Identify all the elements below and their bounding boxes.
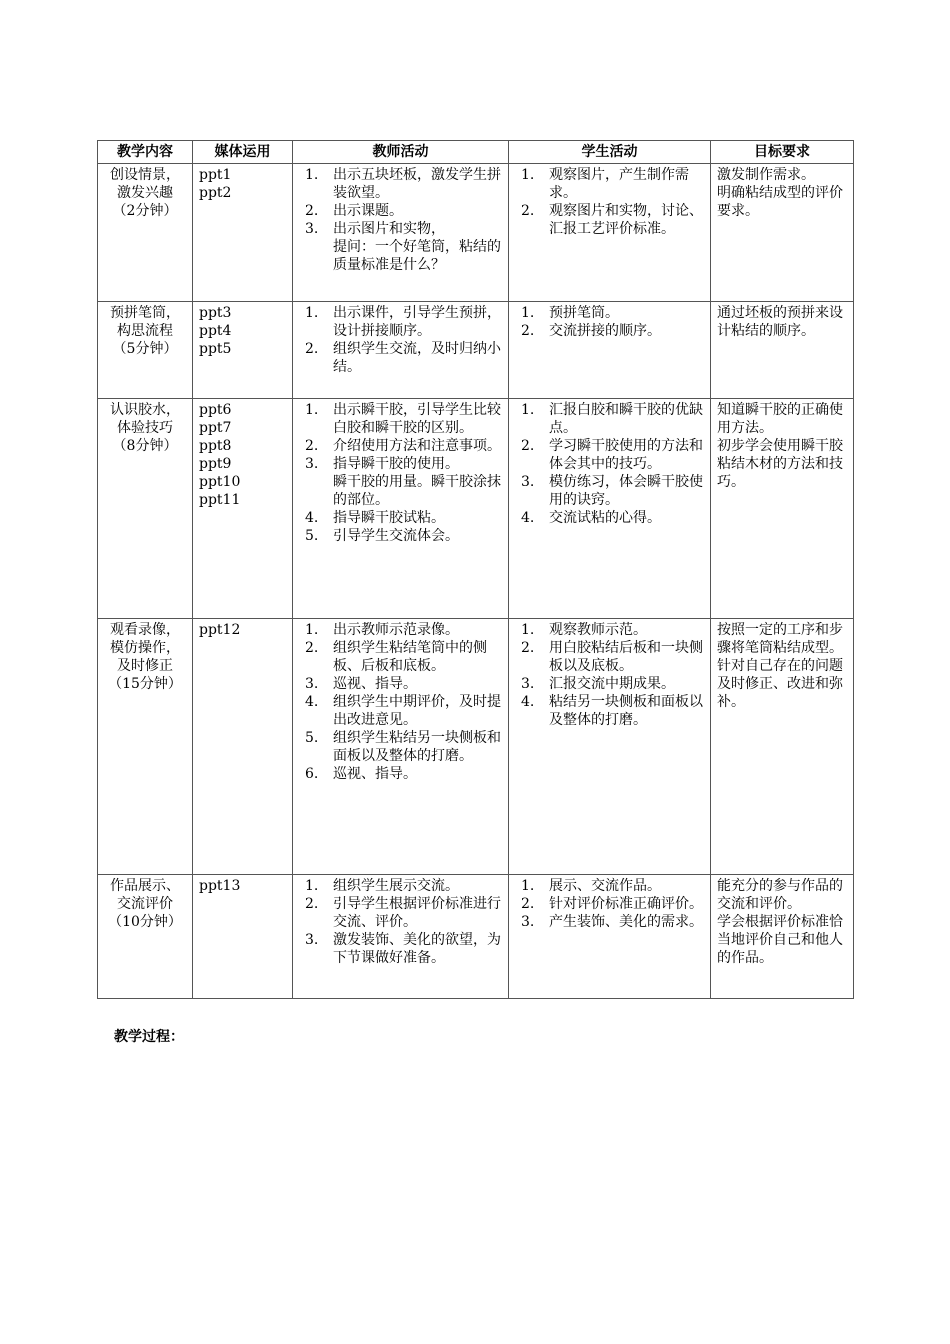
teacher-activity-list <box>299 401 502 545</box>
list-item <box>299 639 502 675</box>
content-line: （2分钟） <box>112 203 178 219</box>
content-cell <box>98 164 193 302</box>
item-text: 激发装饰、美化的欲望，为下节课做好准备。 <box>333 932 501 966</box>
student-activity-list <box>515 304 704 340</box>
list-item <box>299 509 502 527</box>
media-item: ppt8 <box>199 438 232 454</box>
item-text: 巡视、指导。 <box>333 676 417 692</box>
item-text: 观察图片和实物，讨论、汇报工艺评价标准。 <box>549 203 703 237</box>
content-line: 预拼笔筒， <box>110 305 180 321</box>
content-line: （5分钟） <box>112 341 178 357</box>
content-cell <box>98 399 193 619</box>
item-text: 引导学生交流体会。 <box>333 528 459 544</box>
list-item <box>515 895 704 913</box>
goal-line: 通过坯板的预拼来设计粘结的顺序。 <box>717 305 843 339</box>
media-item: ppt5 <box>199 341 232 357</box>
list-item <box>299 527 502 545</box>
student-activity-list <box>515 401 704 527</box>
list-item <box>299 621 502 639</box>
item-text: 展示、交流作品。 <box>549 878 661 894</box>
item-number: 1. <box>521 305 535 321</box>
media-item: ppt13 <box>199 878 241 894</box>
content-line: 构思流程 <box>117 323 173 339</box>
list-item <box>515 693 704 729</box>
item-number: 4. <box>305 510 319 526</box>
item-number: 5. <box>305 730 319 746</box>
media-cell <box>193 619 293 875</box>
goals-cell <box>711 302 854 399</box>
item-number: 3. <box>521 676 535 692</box>
item-extra: 提问：一个好笔筒，粘结的质量标准是什么？ <box>333 239 501 273</box>
item-text: 出示课件，引导学生预拼，设计拼接顺序。 <box>333 305 501 339</box>
media-item: ppt1 <box>199 167 232 183</box>
header-goals: 目标要求 <box>711 141 854 164</box>
media-item: ppt12 <box>199 622 241 638</box>
item-number: 1. <box>521 167 535 183</box>
list-item <box>299 166 502 202</box>
media-item: ppt3 <box>199 305 232 321</box>
item-number: 2. <box>521 438 535 454</box>
student-activity-list <box>515 621 704 729</box>
content-line: 创设情景， <box>110 167 180 183</box>
list-item <box>515 304 704 322</box>
content-line: 观看录像， <box>110 622 180 638</box>
list-item <box>515 166 704 202</box>
item-number: 2. <box>521 203 535 219</box>
item-text: 交流试粘的心得。 <box>549 510 661 526</box>
list-item <box>515 675 704 693</box>
item-text: 汇报交流中期成果。 <box>549 676 675 692</box>
list-item <box>299 931 502 967</box>
media-cell <box>193 302 293 399</box>
item-text: 产生装饰、美化的需求。 <box>549 914 703 930</box>
item-number: 3. <box>305 456 319 472</box>
media-item: ppt7 <box>199 420 232 436</box>
item-text: 预拼笔筒。 <box>549 305 619 321</box>
list-item <box>299 437 502 455</box>
media-item: ppt10 <box>199 474 241 490</box>
list-item <box>515 437 704 473</box>
item-text: 出示瞬干胶，引导学生比较白胶和瞬干胶的区别。 <box>333 402 501 436</box>
item-number: 1. <box>521 402 535 418</box>
goals-cell <box>711 619 854 875</box>
item-number: 2. <box>305 640 319 656</box>
item-number: 2. <box>305 341 319 357</box>
list-item <box>299 693 502 729</box>
content-line: 交流评价 <box>117 896 173 912</box>
item-number: 3. <box>521 914 535 930</box>
list-item <box>299 220 502 274</box>
goal-line: 初步学会使用瞬干胶粘结木材的方法和技巧。 <box>717 438 843 490</box>
item-text: 学习瞬干胶使用的方法和体会其中的技巧。 <box>549 438 703 472</box>
lesson-plan-table <box>97 140 854 999</box>
goal-line: 能充分的参与作品的交流和评价。 <box>717 878 843 912</box>
header-teacher: 教师活动 <box>293 141 509 164</box>
teacher-activity-cell <box>293 302 509 399</box>
media-item: ppt2 <box>199 185 232 201</box>
teacher-activity-list <box>299 877 502 967</box>
item-text: 指导瞬干胶试粘。 <box>333 510 445 526</box>
table-row <box>98 164 854 302</box>
content-line: （15分钟） <box>108 676 182 692</box>
list-item <box>299 765 502 783</box>
header-content: 教学内容 <box>98 141 193 164</box>
item-text: 粘结另一块侧板和面板以及整体的打磨。 <box>549 694 703 728</box>
table-row <box>98 399 854 619</box>
content-cell <box>98 619 193 875</box>
goal-line: 按照一定的工序和步骤将笔筒粘结成型。 <box>717 622 843 656</box>
content-line: 体验技巧 <box>117 420 173 436</box>
content-line: 激发兴趣 <box>117 185 173 201</box>
item-number: 1. <box>305 878 319 894</box>
content-line: （8分钟） <box>112 438 178 454</box>
header-student: 学生活动 <box>509 141 711 164</box>
list-item <box>299 340 502 376</box>
media-item: ppt6 <box>199 402 232 418</box>
item-number: 3. <box>305 676 319 692</box>
teacher-activity-list <box>299 166 502 274</box>
goal-line: 学会根据评价标准恰当地评价自己和他人的作品。 <box>717 914 843 966</box>
list-item <box>515 401 704 437</box>
item-extra: 瞬干胶的用量。瞬干胶涂抹的部位。 <box>333 474 501 508</box>
table-row <box>98 619 854 875</box>
item-text: 引导学生根据评价标准进行交流、评价。 <box>333 896 501 930</box>
content-line: 作品展示、 <box>110 878 180 894</box>
content-cell <box>98 875 193 999</box>
student-activity-list <box>515 877 704 931</box>
item-text: 出示课题。 <box>333 203 403 219</box>
media-item: ppt9 <box>199 456 232 472</box>
item-number: 1. <box>305 622 319 638</box>
list-item <box>299 304 502 340</box>
table-row <box>98 302 854 399</box>
item-text: 出示图片和实物， <box>333 221 445 237</box>
item-text: 巡视、指导。 <box>333 766 417 782</box>
student-activity-cell <box>509 164 711 302</box>
goal-line: 激发制作需求。 <box>717 167 815 183</box>
student-activity-cell <box>509 399 711 619</box>
list-item <box>515 473 704 509</box>
item-number: 2. <box>521 640 535 656</box>
media-cell <box>193 399 293 619</box>
list-item <box>299 675 502 693</box>
list-item <box>299 877 502 895</box>
section-caption: 教学过程： <box>114 1029 184 1045</box>
media-cell <box>193 164 293 302</box>
content-line: 及时修正 <box>117 658 173 674</box>
item-text: 汇报白胶和瞬干胶的优缺点。 <box>549 402 703 436</box>
teacher-activity-cell <box>293 164 509 302</box>
student-activity-cell <box>509 302 711 399</box>
teacher-activity-cell <box>293 619 509 875</box>
list-item <box>515 509 704 527</box>
teacher-activity-list <box>299 304 502 376</box>
list-item <box>515 621 704 639</box>
media-cell <box>193 875 293 999</box>
list-item <box>515 877 704 895</box>
goals-cell <box>711 164 854 302</box>
media-item: ppt4 <box>199 323 232 339</box>
list-item <box>515 913 704 931</box>
item-number: 6. <box>305 766 319 782</box>
item-text: 组织学生粘结另一块侧板和面板以及整体的打磨。 <box>333 730 501 764</box>
list-item <box>515 202 704 238</box>
list-item <box>515 322 704 340</box>
item-number: 1. <box>521 622 535 638</box>
item-text: 针对评价标准正确评价。 <box>549 896 703 912</box>
header-media: 媒体运用 <box>193 141 293 164</box>
teacher-activity-list <box>299 621 502 783</box>
item-number: 1. <box>305 167 319 183</box>
goal-line: 针对自己存在的问题及时修正、改进和弥补。 <box>717 658 843 710</box>
student-activity-list <box>515 166 704 238</box>
list-item <box>515 639 704 675</box>
list-item <box>299 455 502 509</box>
item-text: 组织学生粘结笔筒中的侧板、后板和底板。 <box>333 640 487 674</box>
item-text: 指导瞬干胶的使用。 <box>333 456 459 472</box>
item-number: 2. <box>305 438 319 454</box>
item-number: 4. <box>305 694 319 710</box>
list-item <box>299 895 502 931</box>
item-number: 2. <box>521 896 535 912</box>
item-text: 用白胶粘结后板和一块侧板以及底板。 <box>549 640 703 674</box>
list-item <box>299 729 502 765</box>
item-number: 2. <box>305 203 319 219</box>
item-text: 观察图片，产生制作需求。 <box>549 167 689 201</box>
goals-cell <box>711 875 854 999</box>
list-item <box>299 202 502 220</box>
item-number: 1. <box>521 878 535 894</box>
item-text: 介绍使用方法和注意事项。 <box>333 438 501 454</box>
item-number: 2. <box>305 896 319 912</box>
item-number: 1. <box>305 402 319 418</box>
item-text: 交流拼接的顺序。 <box>549 323 661 339</box>
item-number: 4. <box>521 510 535 526</box>
table-row <box>98 875 854 999</box>
item-text: 模仿练习，体会瞬干胶使用的诀窍。 <box>549 474 703 508</box>
item-number: 3. <box>305 221 319 237</box>
goal-line: 明确粘结成型的评价要求。 <box>717 185 843 219</box>
item-text: 组织学生中期评价，及时提出改进意见。 <box>333 694 501 728</box>
goal-line: 知道瞬干胶的正确使用方法。 <box>717 402 843 436</box>
table-header-row <box>98 141 854 164</box>
student-activity-cell <box>509 619 711 875</box>
goals-cell <box>711 399 854 619</box>
content-line: 认识胶水， <box>110 402 180 418</box>
content-line: 模仿操作， <box>110 640 180 656</box>
item-number: 4. <box>521 694 535 710</box>
item-number: 3. <box>305 932 319 948</box>
item-number: 2. <box>521 323 535 339</box>
teacher-activity-cell <box>293 875 509 999</box>
list-item <box>299 401 502 437</box>
item-text: 组织学生交流，及时归纳小结。 <box>333 341 501 375</box>
item-number: 5. <box>305 528 319 544</box>
item-text: 出示五块坯板，激发学生拼装欲望。 <box>333 167 501 201</box>
item-number: 1. <box>305 305 319 321</box>
item-number: 3. <box>521 474 535 490</box>
media-item: ppt11 <box>199 492 241 508</box>
content-cell <box>98 302 193 399</box>
teacher-activity-cell <box>293 399 509 619</box>
item-text: 观察教师示范。 <box>549 622 647 638</box>
student-activity-cell <box>509 875 711 999</box>
item-text: 组织学生展示交流。 <box>333 878 459 894</box>
item-text: 出示教师示范录像。 <box>333 622 459 638</box>
content-line: （10分钟） <box>108 914 182 930</box>
